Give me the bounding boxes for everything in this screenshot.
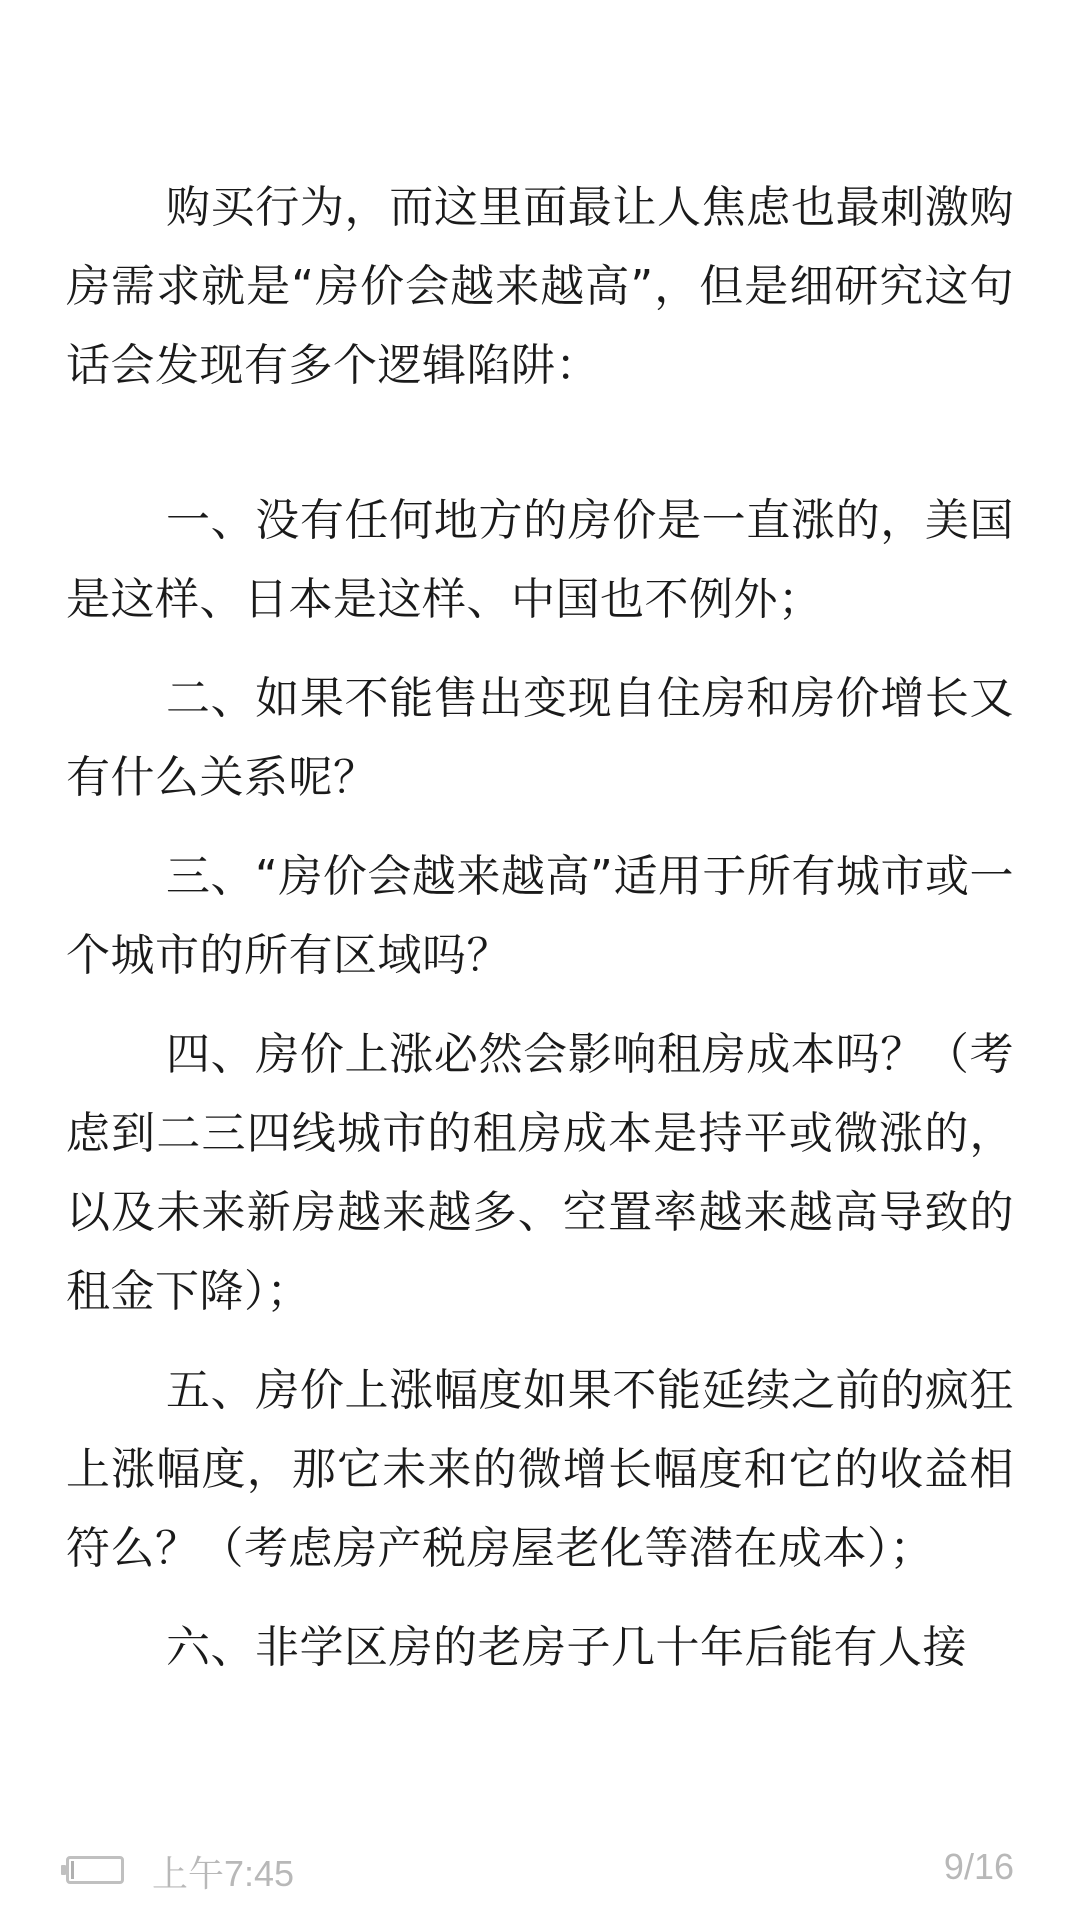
page-indicator: 9/16 — [943, 1846, 1014, 1887]
paragraph-point-2: 二、如果不能售出变现自住房和房价增长又有什么关系呢？ — [66, 673, 1014, 803]
paragraph-intro: 购买行为，而这里面最让人焦虑也最刺激购房需求就是“房价会越来越高”，但是细研究这句话会发现有多个逻辑陷阱： — [66, 182, 1014, 391]
paragraph-point-3: 三、“房价会越来越高”适用于所有城市或一个城市的所有区域吗？ — [66, 851, 1014, 981]
battery-level — [71, 1861, 74, 1879]
reading-content — [66, 168, 1014, 1687]
reader-status-bar — [0, 1840, 1080, 1900]
clock-time: 上午7:45 — [152, 1853, 295, 1894]
paragraph-point-5: 五、房价上涨幅度如果不能延续之前的疯狂上涨幅度，那它未来的微增长幅度和它的收益相符么？（考虑房产税房屋老化等潜在成本）； — [66, 1365, 1014, 1574]
battery-low-icon — [66, 1856, 124, 1884]
paragraph-point-4: 四、房价上涨必然会影响租房成本吗？（考虑到二三四线城市的租房成本是持平或微涨的，以及未来新房越来越多、空置率越来越高导致的租金下降）； — [66, 1029, 1014, 1317]
paragraph-point-1: 一、没有任何地方的房价是一直涨的，美国是这样、日本是这样、中国也不例外； — [66, 495, 1014, 625]
paragraph-point-6: 六、非学区房的老房子几十年后能有人接 — [166, 1622, 967, 1673]
